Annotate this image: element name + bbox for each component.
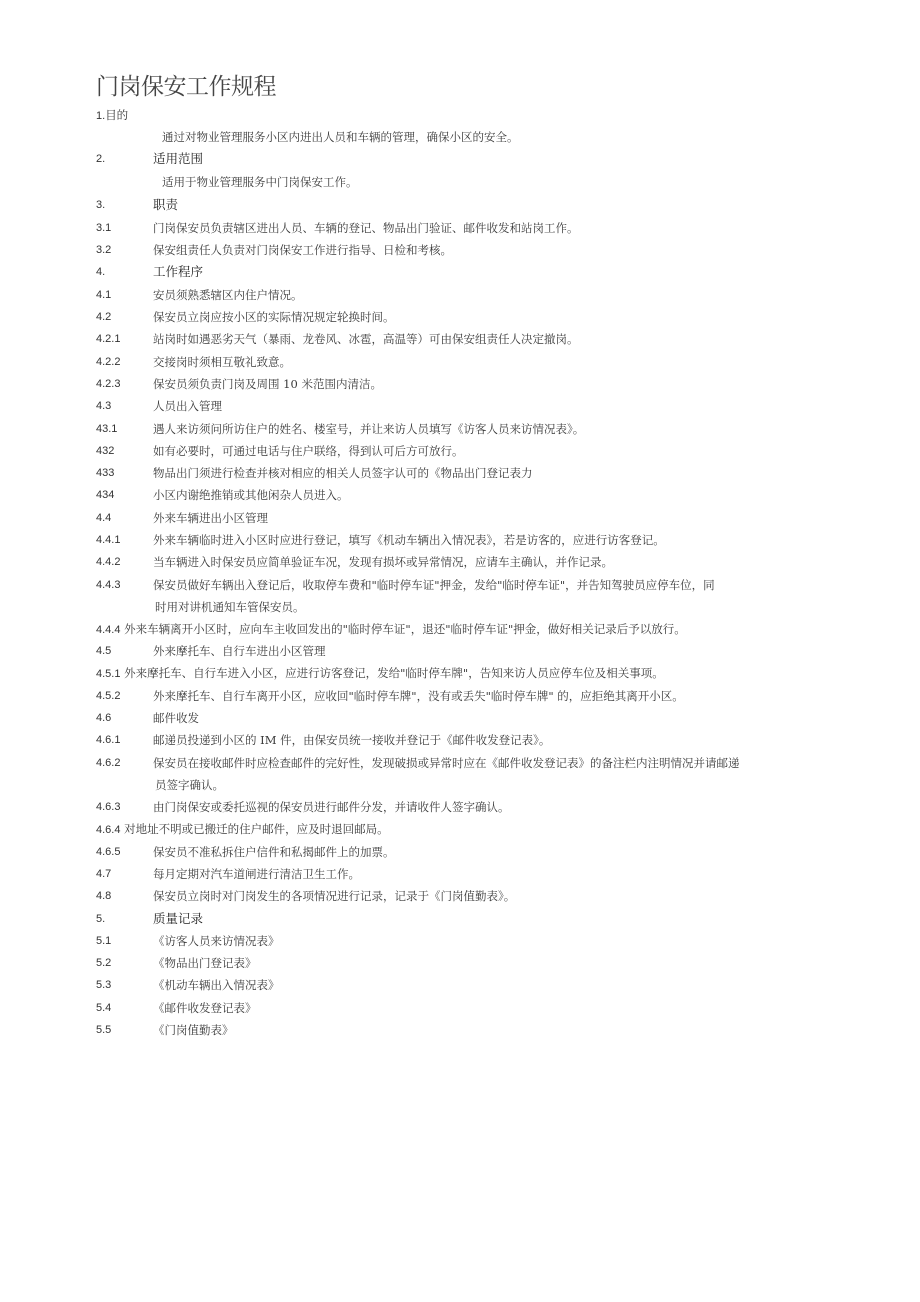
item-number: 1. [96,110,106,122]
item-number: 4.4.4 [96,624,121,636]
item-text: 职责 [153,197,179,212]
item-number: 4.5.2 [96,690,121,702]
item-text: 安员须熟悉辖区内住户情况。 [153,288,303,302]
item-text: 《访客人员来访情况表》 [153,934,280,948]
list-item-continuation: 员签字确认。 [155,778,224,792]
item-number: 4.6.3 [96,801,121,813]
item-text: 人员出入管理 [153,399,222,413]
item-text: 保安员立岗应按小区的实际情况规定轮换时间。 [153,310,395,324]
paragraph: 适用于物业管理服务中门岗保安工作。 [162,175,358,189]
item-text: 《邮件收发登记表》 [153,1001,257,1015]
item-number: 3.1 [96,222,112,234]
item-number: 5.3 [96,979,112,991]
item-text: 保安员须负责门岗及周围 10 米范围内清洁。 [153,377,382,391]
item-number: 4.4.1 [96,534,121,546]
item-number: 4.5.1 [96,668,121,680]
item-number: 4.1 [96,289,112,301]
item-number: 4.8 [96,890,112,902]
item-text: 质量记录 [153,911,204,926]
item-number: 4.2.3 [96,378,121,390]
list-item-continuation: 时用对讲机通知车管保安员。 [155,600,305,614]
item-number: 432 [96,445,115,457]
item-number: 2. [96,153,106,165]
item-number: 43.1 [96,423,118,435]
item-number: 3. [96,199,106,211]
item-number: 434 [96,489,115,501]
item-number: 4. [96,266,106,278]
item-number: 4.6.2 [96,757,121,769]
item-number: 433 [96,467,115,479]
item-number: 4.2.2 [96,356,121,368]
item-text: 保安员在接收邮件时应检查邮件的完好性，发现破损或异常时应在《邮件收发登记表》的备注栏内注明情况并请邮递 [153,756,740,770]
item-text: 物品出门须进行检查并核对相应的相关人员签字认可的《物品出门登记表力 [153,466,533,480]
item-text: 保安员立岗时对门岗发生的各项情况进行记录，记录于《门岗值勤表》。 [153,889,516,903]
paragraph: 通过对物业管理服务小区内进出人员和车辆的管理，确保小区的安全。 [162,130,519,144]
item-text: 站岗时如遇恶劣天气（暴雨、龙卷风、冰雹，高温等）可由保安组责任人决定撤岗。 [153,332,579,346]
item-text: 工作程序 [153,264,204,279]
item-text: 保安组责任人负责对门岗保安工作进行指导、日检和考核。 [153,243,452,257]
item-number: 4.6.1 [96,734,121,746]
item-number: 4.7 [96,868,112,880]
item-text: 《机动车辆出入情况表》 [153,978,280,992]
item-text: 交接岗时须相互敬礼致意。 [153,355,291,369]
item-number: 5.5 [96,1024,112,1036]
item-text: 外来摩托车、自行车离开小区，应收回"临时停车牌"，没有或丢失"临时停车牌" 的，应拒绝其离开小区。 [153,689,684,703]
item-text: 保安员做好车辆出入登记后，收取停车费和"临时停车证"押金，发给"临时停车证"，并告知驾驶员应停车位，同 [153,578,715,592]
item-text: 外来车辆临时进入小区时应进行登记，填写《机动车辆出入情况表》，若是访客的，应进行访客登记。 [153,533,665,547]
item-number: 4.2 [96,311,112,323]
item-text: 《门岗值勤表》 [153,1023,234,1037]
item-text: 目的 [105,108,129,122]
item-number: 4.6 [96,712,112,724]
page-title: 门岗保安工作规程 [96,74,276,100]
item-number: 4.6.5 [96,846,121,858]
item-number: 4.6.4 [96,824,121,836]
item-text: 如有必要时，可通过电话与住户联络，得到认可后方可放行。 [153,444,464,458]
item-number: 5.2 [96,957,112,969]
item-text: 遇人来访须问所访住户的姓名、楼室号，并让来访人员填写《访客人员来访情况表》。 [153,422,585,436]
item-number: 4.5 [96,645,112,657]
item-number: 4.4 [96,512,112,524]
item-number: 3.2 [96,244,112,256]
item-text: 门岗保安员负责辖区进出人员、车辆的登记、物品出门验证、邮件收发和站岗工作。 [153,221,579,235]
item-number: 4.4.3 [96,579,121,591]
item-text: 保安员不准私拆住户信件和私揭邮件上的加票。 [153,845,395,859]
item-number: 4.4.2 [96,556,121,568]
item-text: 邮件收发 [153,711,199,725]
item-number: 4.3 [96,400,112,412]
item-text: 每月定期对汽车道闸进行清洁卫生工作。 [153,867,360,881]
item-text: 小区内谢绝推销或其他闲杂人员进入。 [153,488,349,502]
item-text: 外来摩托车、自行车进出小区管理 [153,644,326,658]
item-number: 5.4 [96,1002,112,1014]
item-number: 5. [96,913,106,925]
item-number: 5.1 [96,935,112,947]
item-text: 邮递员投递到小区的 IM 件，由保安员统一接收并登记于《邮件收发登记表》。 [153,733,551,747]
item-text: 当车辆进入时保安员应简单验证车况，发现有损坏或异常情况，应请车主确认，并作记录。 [153,555,613,569]
item-text: 《物品出门登记表》 [153,956,257,970]
item-text: 适用范围 [153,151,204,166]
item-text: 由门岗保安或委托巡视的保安员进行邮件分发，并请收件人签字确认。 [153,800,510,814]
item-text: 外来车辆离开小区时，应向车主收回发出的"临时停车证"，退还"临时停车证"押金，做好相关记录后予以放行。 [124,622,686,636]
item-text: 对地址不明或已搬迁的住户邮件，应及时退回邮局。 [124,822,389,836]
item-text: 外来摩托车、自行车进入小区，应进行访客登记，发给"临时停车牌"，告知来访人员应停车位及相关事项。 [124,666,664,680]
item-number: 4.2.1 [96,333,121,345]
item-text: 外来车辆进出小区管理 [153,511,268,525]
